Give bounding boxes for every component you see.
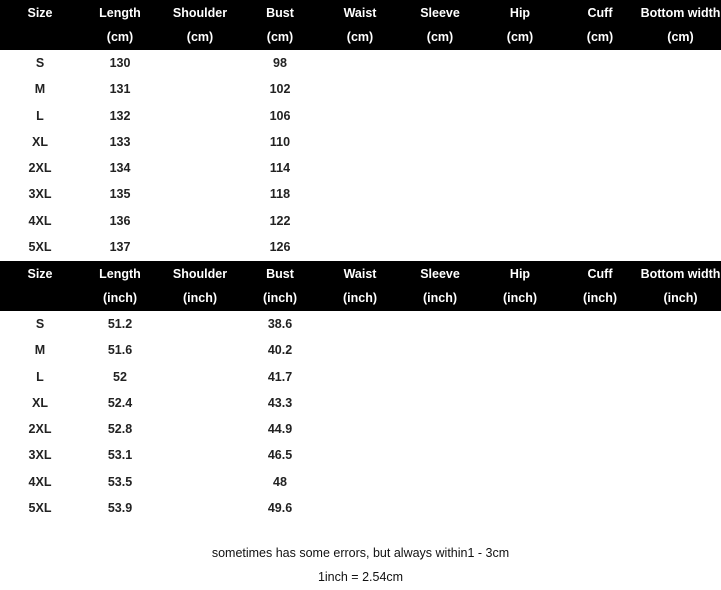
table-row [0, 469, 721, 495]
table-cell: M [34, 82, 46, 97]
table-cell [480, 234, 560, 260]
table-cell [560, 442, 640, 468]
table-row [0, 442, 721, 468]
table-cell [560, 155, 640, 181]
table-cell: 41.7 [267, 369, 293, 384]
table-cell [400, 442, 480, 468]
table-cell [480, 495, 560, 521]
table-cell [400, 155, 480, 181]
table-cell [480, 364, 560, 390]
table-row [0, 234, 721, 260]
table-cell [560, 337, 640, 363]
table-cell [560, 181, 640, 207]
table-body [0, 311, 721, 521]
table-cell: 122 [269, 213, 291, 228]
table-cell: L [36, 369, 44, 384]
header-bottom-width: Bottom width (inch) [640, 267, 721, 305]
table-cell [320, 469, 400, 495]
table-cell [400, 311, 480, 337]
table-cell [320, 76, 400, 102]
table-cell [640, 364, 721, 390]
table-header [0, 0, 721, 50]
table-cell [640, 416, 721, 442]
table-cell [560, 495, 640, 521]
table-cell: S [35, 317, 45, 331]
table-cell [560, 390, 640, 416]
table-cell [400, 469, 480, 495]
table-row [0, 155, 721, 181]
table-row [0, 495, 721, 521]
table-cell: 102 [269, 82, 291, 97]
header-shoulder: Shoulder (inch) [172, 267, 228, 305]
table-cell [320, 364, 400, 390]
table-cell [160, 155, 240, 181]
table-row [0, 50, 721, 76]
table-cell [160, 416, 240, 442]
table-row [0, 76, 721, 102]
table-cell [160, 311, 240, 337]
table-cell [320, 181, 400, 207]
table-cell [560, 469, 640, 495]
table-row [0, 129, 721, 155]
table-cell: S [35, 56, 45, 70]
table-cell [640, 469, 721, 495]
table-cell [640, 390, 721, 416]
size-table-inch [0, 261, 721, 521]
table-cell [320, 155, 400, 181]
table-cell: 52.4 [107, 395, 133, 410]
table-body [0, 50, 721, 260]
header-sleeve: Sleeve (inch) [420, 267, 460, 305]
table-cell: 130 [109, 56, 131, 70]
table-cell [560, 208, 640, 234]
table-cell: 51.2 [107, 317, 133, 331]
table-cell [400, 495, 480, 521]
table-cell: 53.5 [107, 474, 133, 489]
table-cell [640, 234, 721, 260]
table-cell: 44.9 [267, 422, 293, 437]
header-shoulder: Shoulder (cm) [172, 6, 228, 44]
header-hip: Hip (cm) [506, 6, 534, 44]
table-cell [480, 469, 560, 495]
table-cell [400, 337, 480, 363]
table-cell: 106 [269, 108, 291, 123]
table-cell [320, 495, 400, 521]
table-cell [560, 103, 640, 129]
table-cell: 40.2 [267, 343, 293, 358]
table-cell: 132 [109, 108, 131, 123]
table-cell [160, 208, 240, 234]
header-waist: Waist (cm) [343, 6, 377, 44]
header-length: Length (cm) [99, 6, 141, 44]
table-cell: 4XL [28, 474, 52, 489]
table-cell: 52 [113, 369, 127, 384]
header-hip: Hip (inch) [502, 267, 538, 305]
table-cell [320, 50, 400, 76]
table-cell [560, 50, 640, 76]
table-cell [640, 311, 721, 337]
header-size: Size [27, 267, 53, 281]
table-cell: 5XL [28, 240, 52, 255]
table-cell [320, 416, 400, 442]
table-cell [160, 469, 240, 495]
table-cell [480, 442, 560, 468]
table-cell: 3XL [28, 448, 52, 463]
table-cell [560, 129, 640, 155]
table-row [0, 208, 721, 234]
conversion-note: 1inch = 2.54cm [317, 570, 404, 584]
table-cell [400, 208, 480, 234]
table-cell: 53.9 [107, 501, 133, 516]
table-cell: 43.3 [267, 395, 293, 410]
table-cell [160, 495, 240, 521]
table-cell [560, 364, 640, 390]
table-cell: XL [32, 134, 48, 149]
table-cell: 46.5 [267, 448, 293, 463]
table-row [0, 103, 721, 129]
table-cell: XL [32, 395, 48, 410]
table-cell [400, 390, 480, 416]
table-cell: 126 [269, 240, 291, 255]
table-cell [640, 442, 721, 468]
table-cell: 49.6 [267, 501, 293, 516]
table-cell: 114 [269, 161, 291, 176]
table-cell [480, 129, 560, 155]
header-bottom-width: Bottom width (cm) [640, 6, 721, 44]
table-row [0, 311, 721, 337]
table-cell [160, 234, 240, 260]
table-cell [400, 364, 480, 390]
table-cell [160, 181, 240, 207]
table-header [0, 261, 721, 311]
table-cell [400, 103, 480, 129]
table-cell [320, 208, 400, 234]
table-cell [640, 155, 721, 181]
table-cell [640, 50, 721, 76]
table-cell [160, 337, 240, 363]
header-length: Length (inch) [99, 267, 141, 305]
header-waist: Waist (inch) [342, 267, 378, 305]
table-cell: 133 [109, 134, 131, 149]
table-cell [400, 181, 480, 207]
table-cell: 135 [109, 187, 131, 202]
table-cell [160, 129, 240, 155]
table-cell [560, 416, 640, 442]
table-cell [160, 390, 240, 416]
table-cell [320, 234, 400, 260]
header-sleeve: Sleeve (cm) [420, 6, 460, 44]
table-cell: 2XL [28, 422, 52, 437]
table-cell [160, 50, 240, 76]
table-cell [480, 416, 560, 442]
table-cell [480, 311, 560, 337]
table-cell: 4XL [28, 213, 52, 228]
table-cell [160, 76, 240, 102]
table-cell [640, 103, 721, 129]
table-cell [480, 337, 560, 363]
table-row [0, 390, 721, 416]
table-cell [480, 103, 560, 129]
table-cell: 136 [109, 213, 131, 228]
table-cell: 137 [109, 240, 131, 255]
table-cell [640, 495, 721, 521]
table-cell [640, 208, 721, 234]
error-note: sometimes has some errors, but always within1 - 3cm [211, 546, 510, 560]
header-bust: Bust (cm) [266, 6, 294, 44]
table-cell [480, 208, 560, 234]
table-cell: 48 [273, 474, 287, 489]
table-cell [160, 442, 240, 468]
header-size: Size [27, 6, 53, 20]
table-cell [480, 50, 560, 76]
table-cell [560, 76, 640, 102]
table-cell [640, 76, 721, 102]
table-row [0, 416, 721, 442]
table-cell [320, 311, 400, 337]
table-cell [480, 390, 560, 416]
header-cuff: Cuff (cm) [586, 6, 614, 44]
table-cell [320, 129, 400, 155]
table-cell [160, 103, 240, 129]
table-cell: 38.6 [267, 317, 293, 331]
table-cell: 3XL [28, 187, 52, 202]
table-cell [560, 311, 640, 337]
table-row [0, 181, 721, 207]
table-cell: 98 [273, 56, 287, 70]
table-cell [480, 181, 560, 207]
table-row [0, 364, 721, 390]
table-cell [320, 390, 400, 416]
table-cell: 51.6 [107, 343, 133, 358]
table-cell [400, 416, 480, 442]
table-cell [320, 337, 400, 363]
table-cell: 134 [109, 161, 131, 176]
table-cell [320, 103, 400, 129]
table-row [0, 337, 721, 363]
table-cell [640, 337, 721, 363]
header-bust: Bust (inch) [262, 267, 298, 305]
table-cell: 5XL [28, 501, 52, 516]
table-cell [640, 181, 721, 207]
table-cell [400, 50, 480, 76]
table-cell [400, 234, 480, 260]
table-cell [480, 76, 560, 102]
table-cell: 52.8 [107, 422, 133, 437]
table-cell [400, 129, 480, 155]
table-cell [640, 129, 721, 155]
table-cell [320, 442, 400, 468]
size-table-cm [0, 0, 721, 260]
table-cell: 110 [269, 134, 291, 149]
table-cell [400, 76, 480, 102]
table-cell: 2XL [28, 161, 52, 176]
table-cell [480, 155, 560, 181]
table-cell: L [36, 108, 44, 123]
header-cuff: Cuff (inch) [582, 267, 618, 305]
table-cell [560, 234, 640, 260]
table-cell: M [34, 343, 46, 358]
table-cell: 131 [109, 82, 131, 97]
table-cell: 53.1 [107, 448, 133, 463]
table-cell: 118 [269, 187, 291, 202]
table-cell [160, 364, 240, 390]
